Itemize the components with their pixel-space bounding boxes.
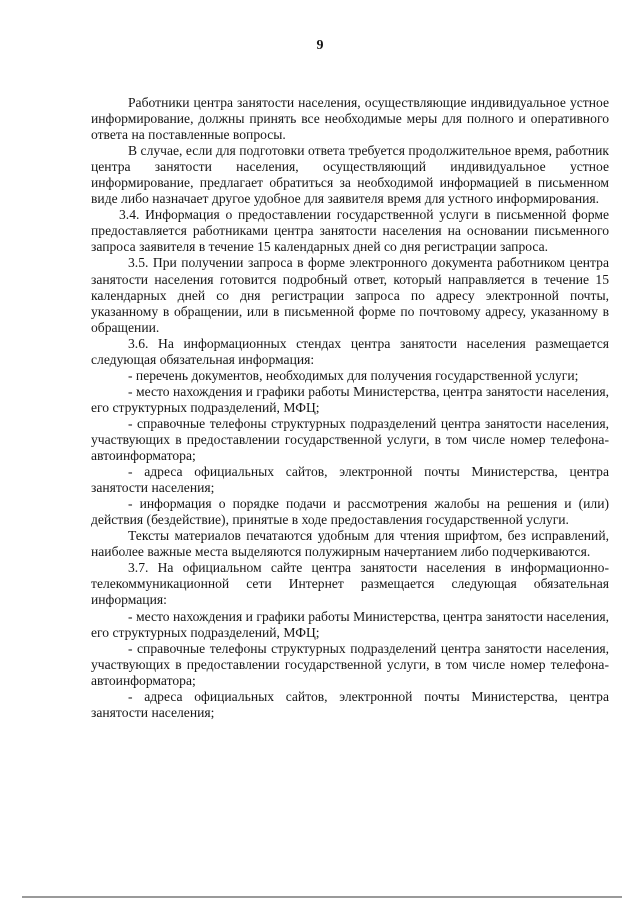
paragraph-3-4: 3.4. Информация о предоставлении государственной услуги в письменной форме предоставляется работниками центра занятости населения на основании письменного запроса заявителя в течение 15 календарных дней со дня регистрации запроса. (91, 207, 609, 255)
paragraph-3-7: 3.7. На официальном сайте центра занятости населения в информационно-телекоммуникационной сети Интернет размещается следующая обязательная информация: (91, 560, 609, 608)
paragraph-staff-duty: Работники центра занятости населения, осуществляющие индивидуальное устное информирование, должны принять все необходимые меры для полного и оперативного ответа на поставленные вопросы. (91, 95, 609, 143)
paragraph-long-answer: В случае, если для подготовки ответа требуется продолжительное время, работник центра занятости населения, осуществляющий индивидуальное устное информирование, предлагает обратиться за необходимой информацией в письменном виде либо назначает другое удобное для заявителя время для устного информирования. (91, 143, 609, 207)
document-body (91, 95, 609, 721)
scan-bottom-edge (22, 896, 622, 898)
page-number: 9 (316, 38, 324, 53)
paragraph-3-5: 3.5. При получении запроса в форме электронного документа работником центра занятости населения готовится подробный ответ, который направляется в течение 15 календарных дней со дня регистрации запроса по адресу электронной почты, указанному в обращении, или в письменной форме по почтовому адресу, указанному в обращении. (91, 255, 609, 335)
list-item-phones: - справочные телефоны структурных подразделений центра занятости населения, участвующих в предоставлении государственной услуги, в том числе номер телефона-автоинформатора; (91, 415, 609, 464)
list-item-locations-site: - место нахождения и графики работы Министерства, центра занятости населения, его структурных подразделений, МФЦ; (91, 608, 609, 640)
list-item-documents: - перечень документов, необходимых для получения государственной услуги; (128, 367, 579, 383)
list-item-complaints: - информация о порядке подачи и рассмотрения жалобы на решения и (или) действия (бездействие), принятые в ходе предоставления государственной услуги. (91, 496, 609, 528)
paragraph-3-6: 3.6. На информационных стендах центра занятости населения размещается следующая обязательная информация: (91, 335, 609, 367)
paragraph-print-rules: Тексты материалов печатаются удобным для чтения шрифтом, без исправлений, наиболее важные места выделяются полужирным начертанием либо подчеркиваются. (91, 528, 609, 560)
list-item-locations: - место нахождения и графики работы Министерства, центра занятости населения, его структурных подразделений, МФЦ; (91, 383, 609, 415)
list-item-websites-site: - адреса официальных сайтов, электронной почты Министерства, центра занятости населения; (91, 688, 609, 720)
list-item-websites: - адреса официальных сайтов, электронной почты Министерства, центра занятости населения; (91, 464, 609, 496)
list-item-phones-site: - справочные телефоны структурных подразделений центра занятости населения, участвующих в предоставлении государственной услуги, в том числе номер телефона-автоинформатора; (91, 640, 609, 688)
